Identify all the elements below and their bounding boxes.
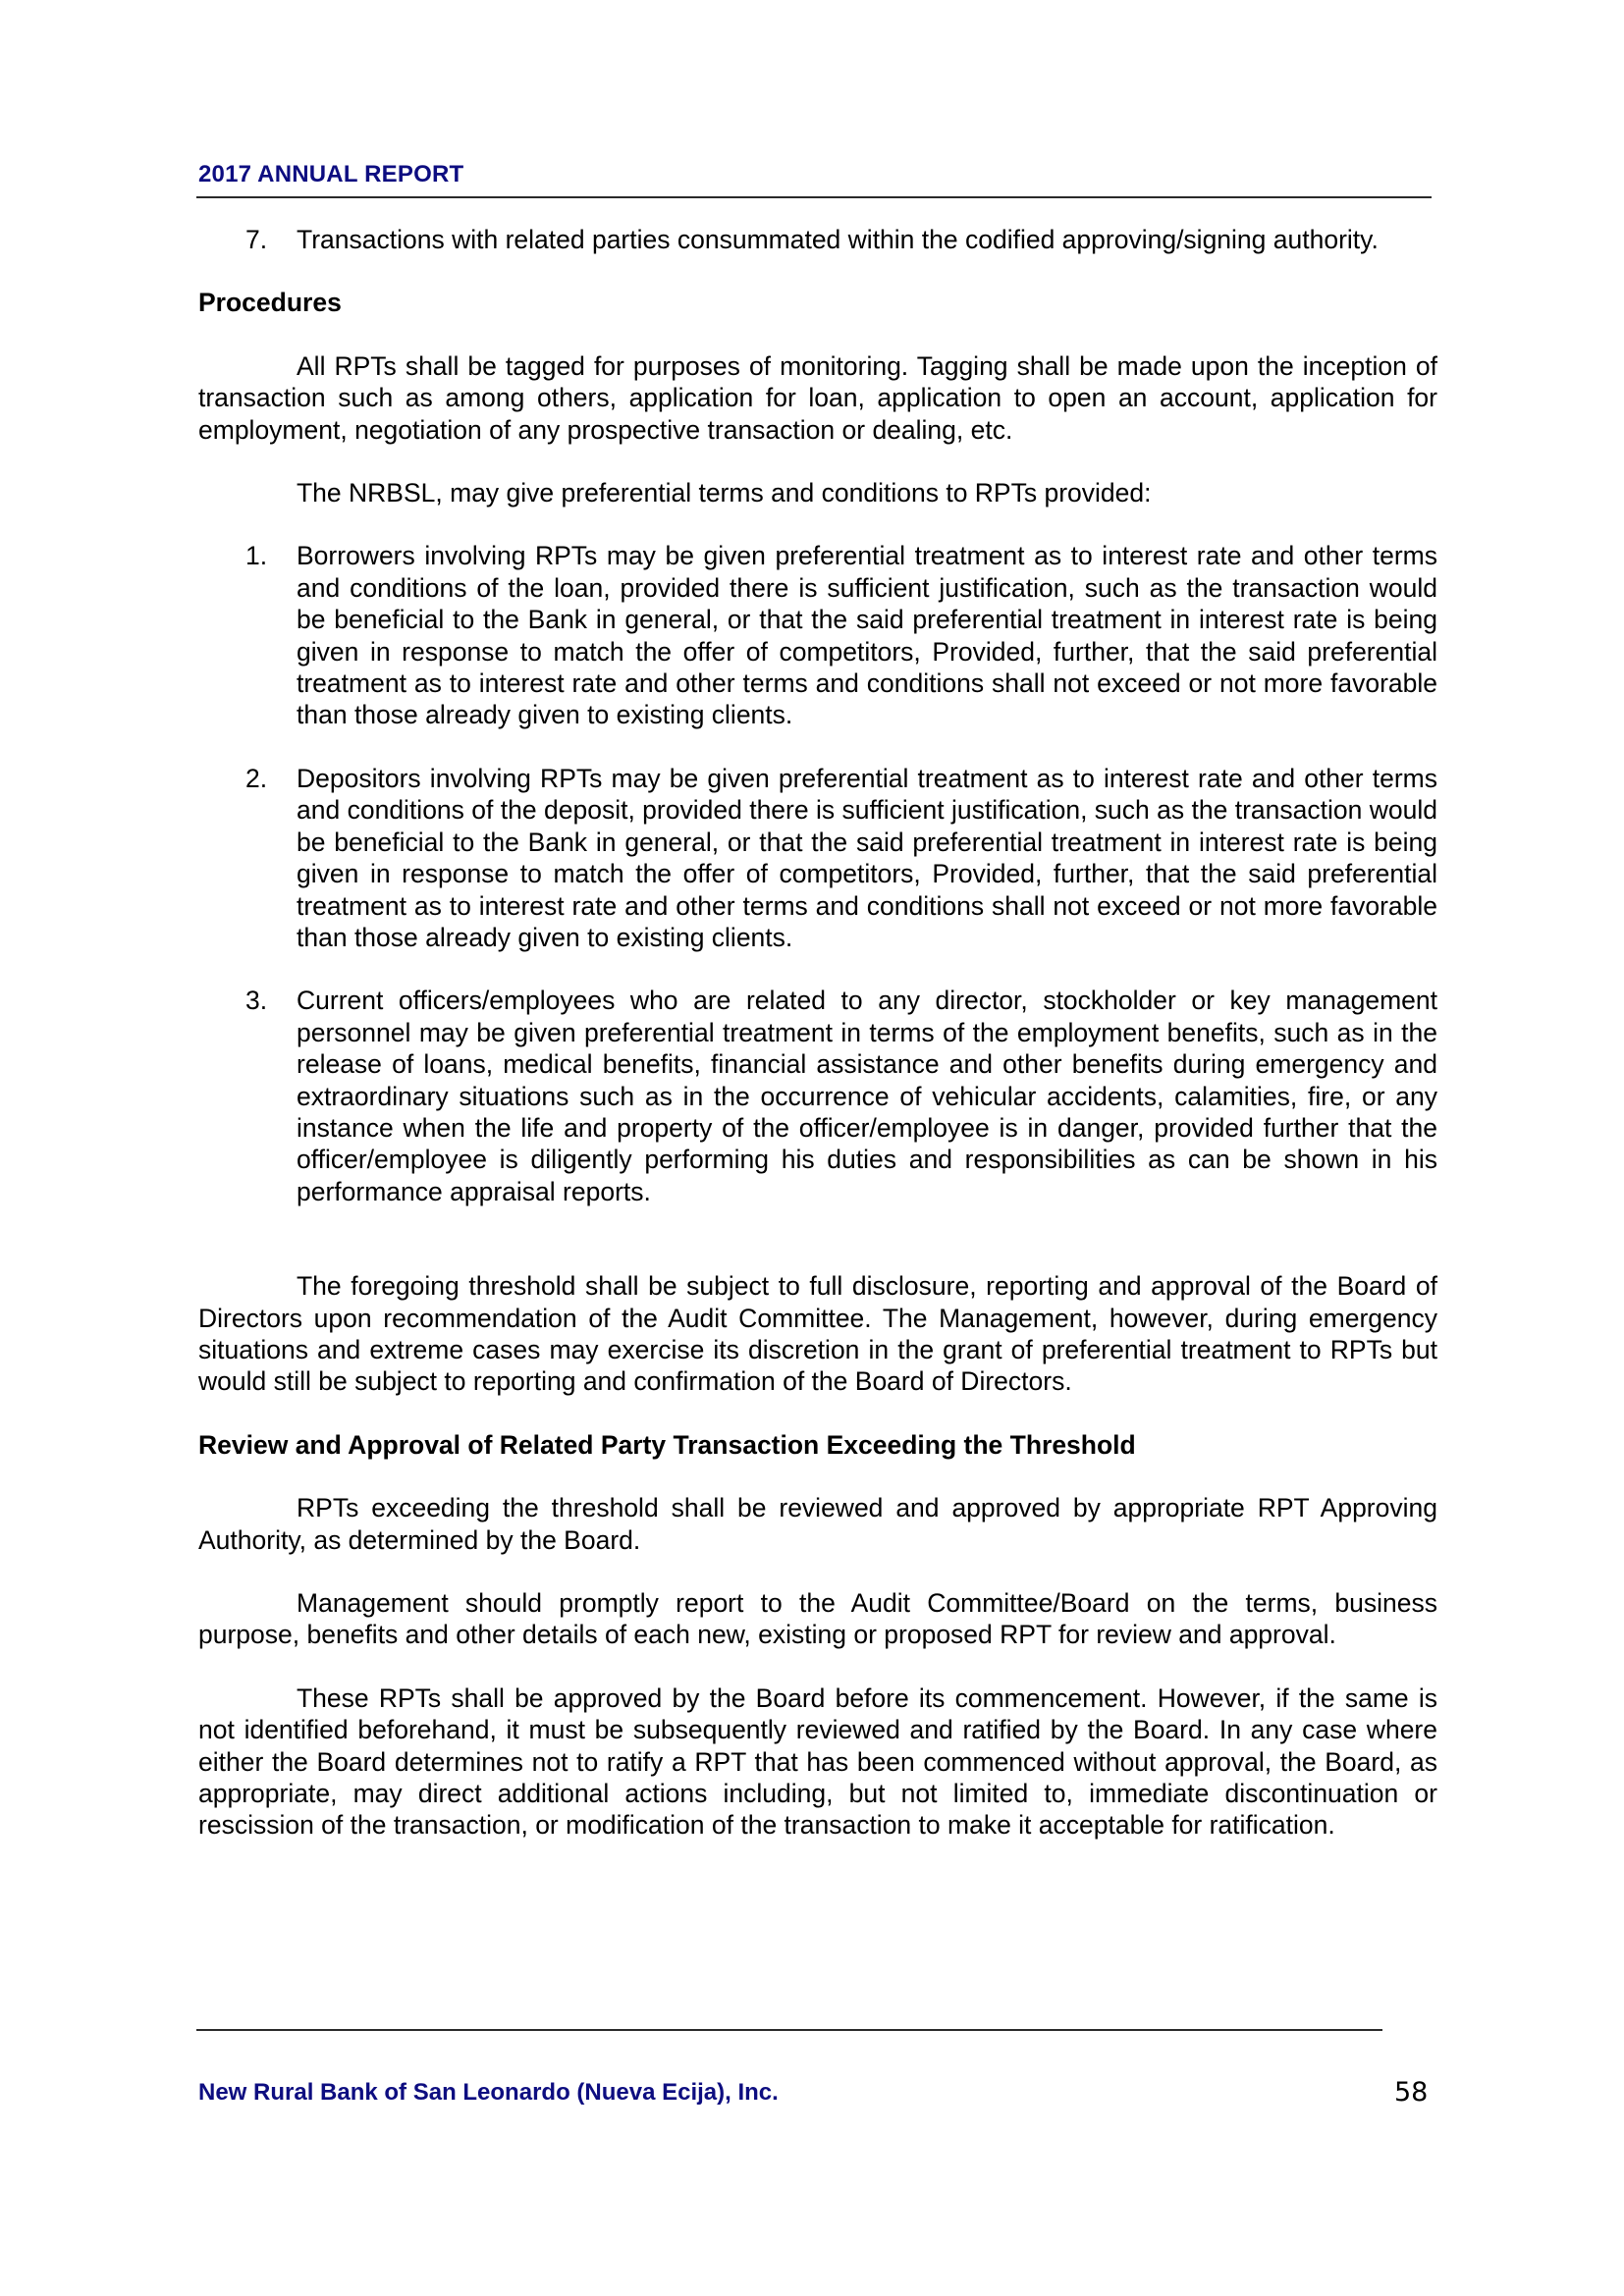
review-paragraph: Management should promptly report to the Audit Committee/Board on the terms, business purpose, benefits and other details of each new, existing or proposed RPT for review and approval. <box>198 1588 1437 1650</box>
preferential-intro: The NRBSL, may give preferential terms and conditions to RPTs provided: <box>297 478 1152 508</box>
page-content <box>198 224 1437 1873</box>
page-number: 58 <box>1394 2077 1429 2108</box>
footer-organization: New Rural Bank of San Leonardo (Nueva Ecija), Inc. <box>198 2079 779 2106</box>
header-divider <box>196 196 1432 198</box>
threshold-paragraph: The foregoing threshold shall be subject to full disclosure, reporting and approval of the Board of Directors upon recommendation of the Audit Committee. The Management, however, during emergency situations and extreme cases may exercise its discretion in the grant of preferential treatment to RPTs but would still be subject to reporting and confirmation of the Board of Directors. <box>198 1271 1437 1397</box>
review-paragraph: These RPTs shall be approved by the Board before its commencement. However, if the same is not identified beforehand, it must be subsequently reviewed and ratified by the Board. In any case where either the Board determines not to ratify a RPT that has been commenced without approval, the Board, as appropriate, may direct additional actions including, but not limited to, immediate discontinuation or rescission of the transaction, or modification of the transaction to make it acceptable for ratification. <box>198 1682 1437 1841</box>
list-item-number: 2. <box>245 763 268 793</box>
list-item-7 <box>198 224 1437 255</box>
list-item-number: 7. <box>245 225 268 254</box>
section-heading-procedures: Procedures <box>198 288 342 318</box>
list-item-number: 3. <box>245 986 268 1016</box>
section-heading-review: Review and Approval of Related Party Transaction Exceeding the Threshold <box>198 1429 1136 1460</box>
list-item <box>198 985 1437 1207</box>
list-item-text: Depositors involving RPTs may be given preferential treatment as to interest rate and other terms and conditions of the deposit, provided there is sufficient justification, such as the transaction would be beneficial to the Bank in general, or that the said preferential treatment in interest rate is being given in response to match the offer of competitors, Provided, further, that the said preferential treatment as to interest rate and other terms and conditions shall not exceed or not more favorable than those already given to existing clients. <box>297 763 1437 952</box>
procedures-paragraph: All RPTs shall be tagged for purposes of monitoring. Tagging shall be made upon the inception of transaction such as among others, application for loan, application to open an account, application for employment, negotiation of any prospective transaction or dealing, etc. <box>198 350 1437 445</box>
list-item <box>198 763 1437 953</box>
list-item-text: Current officers/employees who are related to any director, stockholder or key management personnel may be given preferential treatment in terms of the employment benefits, such as in the release of loans, medical benefits, financial assistance and other benefits during emergency and extraordinary situations such as in the occurrence of vehicular accidents, calamities, fire, or any instance when the life and property of the officer/employee is in danger, provided further that the officer/employee is diligently performing his duties and responsibilities as can be shown in his performance appraisal reports. <box>297 986 1437 1206</box>
list-item-text: Borrowers involving RPTs may be given preferential treatment as to interest rate and other terms and conditions of the loan, provided there is sufficient justification, such as the transaction would be beneficial to the Bank in general, or that the said preferential treatment in interest rate is being given in response to match the offer of competitors, Provided, further, that the said preferential treatment as to interest rate and other terms and conditions shall not exceed or not more favorable than those already given to existing clients. <box>297 541 1437 730</box>
list-item <box>198 540 1437 730</box>
spacer <box>198 1239 1437 1270</box>
review-paragraph: RPTs exceeding the threshold shall be reviewed and approved by appropriate RPT Approving Authority, as determined by the Board. <box>198 1493 1437 1555</box>
footer-divider <box>196 2029 1382 2031</box>
list-item-text: Transactions with related parties consummated within the codified approving/signing authority. <box>297 225 1379 254</box>
list-item-number: 1. <box>245 541 268 571</box>
report-header-title: 2017 ANNUAL REPORT <box>198 161 464 187</box>
